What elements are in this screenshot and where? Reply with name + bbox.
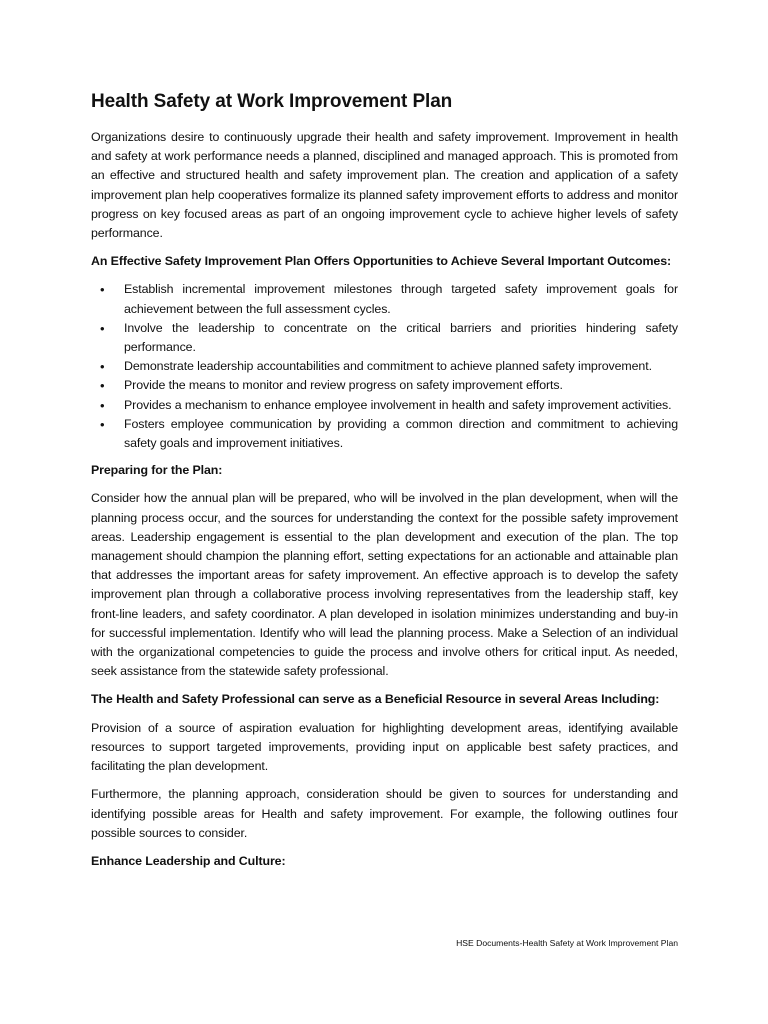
intro-paragraph: Organizations desire to continuously upgrade their health and safety improvement. Improvement in health and safety at work performance needs a planned, disciplined and managed approach. This is promoted from an effective and structured health and safety improvement plan. The creation and application of a safety improvement plan help cooperatives formalize its planned safety improvement efforts to address and monitor progress on key focused areas as part of an ongoing improvement cycle to achieve higher levels of safety performance. (91, 130, 678, 241)
professional-paragraph: Provision of a source of aspiration evaluation for highlighting development areas, identifying available resources to support targeted improvements, providing input on applicable best safety practices, and facilitating the plan development. (91, 720, 678, 774)
document-title: Health Safety at Work Improvement Plan (91, 91, 453, 112)
outcomes-list (91, 280, 678, 453)
leadership-heading: Enhance Leadership and Culture: (91, 853, 286, 868)
preparing-paragraph: Consider how the annual plan will be prepared, who will be involved in the plan development, when will the planning process occur, and the sources for understanding the context for the possible safety improvement areas. Leadership engagement is essential to the plan development and execution of the plan. The top management should champion the planning effort, setting expectations for an actionable and attainable plan that addresses the important areas for safety improvement. An effective approach is to develop the safety improvement plan through a collaborative process involving representatives from the leadership staff, key front-line leaders, and safety coordinator. A plan developed in isolation minimizes understanding and buy-in for successful implementation. Identify who will lead the planning process. Make a Selection of an individual with the organizational competencies to guide the process and involve others for critical input. As needed, seek assistance from the statewide safety professional. (91, 491, 678, 679)
bullet-icon: • (100, 282, 105, 298)
outcome-text: Establish incremental improvement milestones through targeted safety improvement goals for achievement between the full assessment cycles. (124, 282, 678, 316)
bullet-icon: • (100, 378, 105, 394)
list-item (91, 280, 678, 318)
outcome-text: Demonstrate leadership accountabilities and commitment to achieve planned safety improvement. (124, 359, 652, 374)
professional-heading: The Health and Safety Professional can serve as a Beneficial Resource in several Areas Including: (91, 692, 660, 707)
list-item (91, 415, 678, 453)
outcomes-heading: An Effective Safety Improvement Plan Offers Opportunities to Achieve Several Important Outcomes: (91, 254, 672, 269)
list-item (91, 376, 678, 395)
list-item (91, 319, 678, 357)
bullet-icon: • (100, 320, 105, 336)
outcome-text: Involve the leadership to concentrate on the critical barriers and priorities hindering safety performance. (124, 320, 678, 355)
bullet-icon: • (100, 397, 105, 413)
bullet-icon: • (100, 416, 105, 432)
outcome-text: Provides a mechanism to enhance employee involvement in health and safety improvement activities. (124, 397, 672, 412)
bullet-icon: • (100, 359, 105, 375)
outcome-text: Fosters employee communication by providing a common direction and commitment to achieving safety goals and improvement initiatives. (124, 416, 678, 451)
list-item (91, 396, 678, 415)
document-page (91, 90, 678, 880)
list-item (91, 357, 678, 376)
outcome-text: Provide the means to monitor and review progress on safety improvement efforts. (124, 378, 563, 393)
preparing-heading: Preparing for the Plan: (91, 463, 223, 478)
page-footer: HSE Documents-Health Safety at Work Improvement Plan (456, 938, 678, 948)
furthermore-paragraph: Furthermore, the planning approach, consideration should be given to sources for understanding and identifying possible areas for Health and safety improvement. For example, the following outlines four possible sources to consider. (91, 787, 678, 840)
